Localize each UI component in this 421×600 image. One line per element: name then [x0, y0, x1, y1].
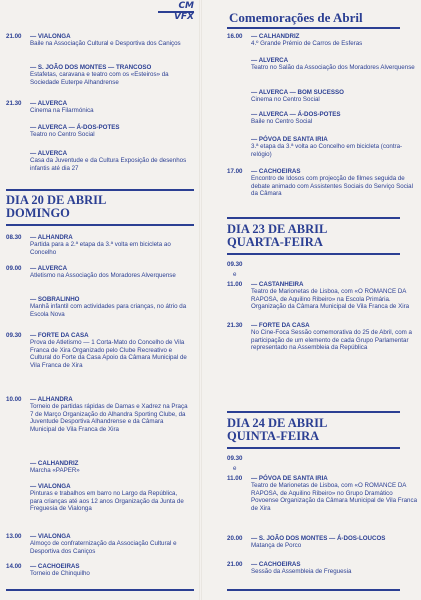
event-place: — CASTANHEIRA — [251, 281, 304, 288]
event-desc: Atletismo na Associação dos Moradores Alverquense — [30, 272, 176, 280]
event-place: — ALVERCA — BOM SUCESSO — [251, 89, 344, 96]
event-place: — PÓVOA DE SANTA IRIA — [251, 136, 328, 143]
event-desc: Marcha «PAPER» — [30, 467, 80, 475]
event-place: — ALVERCA — Á-DOS-POTES — [30, 124, 120, 131]
event-place: — PÓVOA DE SANTA IRIA — [251, 475, 328, 482]
event-time: 09.00 — [6, 265, 22, 272]
header-title: Comemorações de Abril — [229, 10, 363, 25]
day-title-line2: QUARTA-FEIRA — [227, 235, 323, 249]
event-place: — VIALONGA — [30, 483, 71, 490]
event-desc: Sessão da Assembleia de Freguesia — [251, 568, 352, 576]
event-desc: Cinema no Centro Social — [251, 96, 320, 104]
event-place: — CACHOEIRAS — [30, 563, 80, 570]
event-desc: Estafetas, caravana e teatro com os «Esteiros» da Sociedade Euterpe Alhandrense — [30, 71, 169, 86]
section-rule — [227, 217, 400, 219]
event-desc: Almoço de confraternização da Associação Cultural e Desportiva dos Caniços — [30, 540, 177, 555]
connector-e: e — [233, 465, 237, 472]
event-place: — FORTE DA CASA — [30, 332, 89, 339]
event-time: 21.30 — [6, 100, 22, 107]
left-column — [0, 0, 198, 600]
event-place: — S. JOÃO DOS MONTES — TRANCOSO — [30, 64, 152, 71]
event-desc: Torneio de Chinquilho — [30, 570, 90, 578]
section-rule — [6, 589, 194, 591]
event-desc: Baile na Associação Cultural e Desportiva dos Caniços — [30, 40, 181, 48]
event-place: — S. JOÃO DOS MONTES — Á-DOS-LOUCOS — [251, 535, 386, 542]
event-place: — SOBRALINHO — [30, 296, 80, 303]
event-time: 11.00 — [227, 475, 243, 482]
event-time: 21.00 — [6, 33, 22, 40]
day-title-line1: DIA 23 DE ABRIL — [227, 222, 328, 236]
day-title-line1: DIA 24 DE ABRIL — [227, 416, 328, 430]
event-place: — CACHOEIRAS — [251, 561, 301, 568]
event-desc: Torneio de partidas rápidas de Damas e Xadrez na Praça 7 de Março Organização do Alhandra Sporting Clube, da Juventude Desportiva Alhandrense e da Câmara Municipal de Vila Franca de Xira — [30, 403, 188, 433]
page-fold — [199, 0, 202, 600]
event-time: 09.30 — [227, 261, 243, 268]
event-time: 17.00 — [227, 168, 243, 175]
section-rule — [227, 589, 400, 591]
day-title-line2: DOMINGO — [6, 206, 70, 220]
event-desc: Teatro de Marionetas de Lisboa, com «O ROMANCE DA RAPOSA, de Aquilino Ribeiro» no Grupo Dramático Povoense Organização da Câmara Municipal de Vila Franca de Xira — [251, 482, 418, 512]
event-place: — FORTE DA CASA — [251, 322, 310, 329]
event-time: 14.00 — [6, 563, 22, 570]
event-time: 09.30 — [227, 455, 243, 462]
event-place: — CALHANDRIZ — [251, 33, 300, 40]
event-time: 16.00 — [227, 33, 243, 40]
event-desc: Pinturas e trabalhos em barro no Largo da República, para crianças até aos 12 anos Organização da Junta de Freguesia de Vialonga — [30, 490, 184, 513]
event-time: 10.00 — [6, 396, 22, 403]
logo-line1: CM — [178, 1, 194, 11]
connector-e: e — [233, 271, 237, 278]
section-rule — [227, 253, 400, 255]
event-desc: No Cine-Foca Sessão comemorativa do 25 de Abril, com a participação de um elemento de cada Grupo Parlamentar representado na Assembleia da República — [251, 329, 412, 352]
event-desc: Casa da Juventude e da Cultura Exposição de desenhos infantis até dia 27 — [30, 157, 187, 172]
event-time: 09.30 — [6, 332, 22, 339]
event-place: — ALVERCA — Á-DOS-POTES — [251, 111, 341, 118]
event-time: 21.30 — [227, 322, 243, 329]
event-desc: Manhã infantil com actividades para crianças, no átrio da Escola Nova — [30, 303, 187, 318]
event-desc: Teatro de Marionetas de Lisboa, com «O ROMANCE DA RAPOSA, de Aquilino Ribeiro» na Escola Primária. Organização da Câmara Municipal de Vila Franca de Xira — [251, 288, 410, 311]
event-place: — ALVERCA — [30, 265, 68, 272]
event-desc: 3.ª etapa da 3.ª volta ao Concelho em bicicleta (contra-relógio) — [251, 143, 403, 158]
day-title-line2: QUINTA-FEIRA — [227, 429, 320, 443]
section-rule — [227, 411, 400, 413]
event-time: 20.00 — [227, 535, 243, 542]
event-time: 13.00 — [6, 533, 22, 540]
event-desc: Partida para a 2.ª etapa da 3.ª volta em bicicleta ao Concelho — [30, 241, 171, 256]
event-place: — ALHANDRA — [30, 396, 73, 403]
day-23-heading — [227, 223, 327, 249]
logo-line2: VFX — [173, 12, 194, 22]
section-rule — [6, 189, 194, 191]
event-time: 08.30 — [6, 234, 22, 241]
event-desc: Teatro no Centro Social — [30, 131, 95, 139]
event-place: — CALHANDRIZ — [30, 460, 79, 467]
event-place: — ALHANDRA — [30, 234, 73, 241]
event-place: — VIALONGA — [30, 533, 71, 540]
day-24-heading — [227, 417, 327, 443]
event-place: — ALVERCA — [30, 150, 68, 157]
event-desc: Cinema na Filarmónica — [30, 107, 94, 115]
event-place: — CACHOEIRAS — [251, 168, 301, 175]
event-desc: Encontro de Idosos com projecção de filmes seguida de debate animado com Assistentes Sociais do Serviço Social da Câmara — [251, 175, 413, 198]
day-title-line1: DIA 20 DE ABRIL — [6, 193, 107, 207]
day-20-heading — [6, 194, 106, 220]
section-rule — [6, 224, 194, 226]
event-desc: Baile no Centro Social — [251, 118, 313, 126]
section-rule — [227, 27, 400, 29]
event-desc: Teatro no Salão da Associação dos Moradores Alverquense — [251, 64, 415, 72]
event-desc: 4.º Grande Prémio de Carros de Esferas — [251, 40, 363, 48]
event-place: — ALVERCA — [30, 100, 68, 107]
event-place: — VIALONGA — [30, 33, 71, 40]
event-place: — ALVERCA — [251, 57, 289, 64]
event-desc: Prova de Atletismo — 1 Corta-Mato do Concelho de Vila Franca de Xira Organizado pelo Clube Recreativo e Cultural do Forte da Casa Apoio da Câmara Municipal de Vila Franca de Xira — [30, 339, 187, 369]
cmvfx-logo — [152, 2, 194, 21]
event-time: 21.00 — [227, 561, 243, 568]
section-rule — [227, 447, 400, 449]
right-column — [203, 0, 418, 600]
event-time: 11.00 — [227, 281, 243, 288]
event-desc: Matança de Porco — [251, 542, 302, 550]
